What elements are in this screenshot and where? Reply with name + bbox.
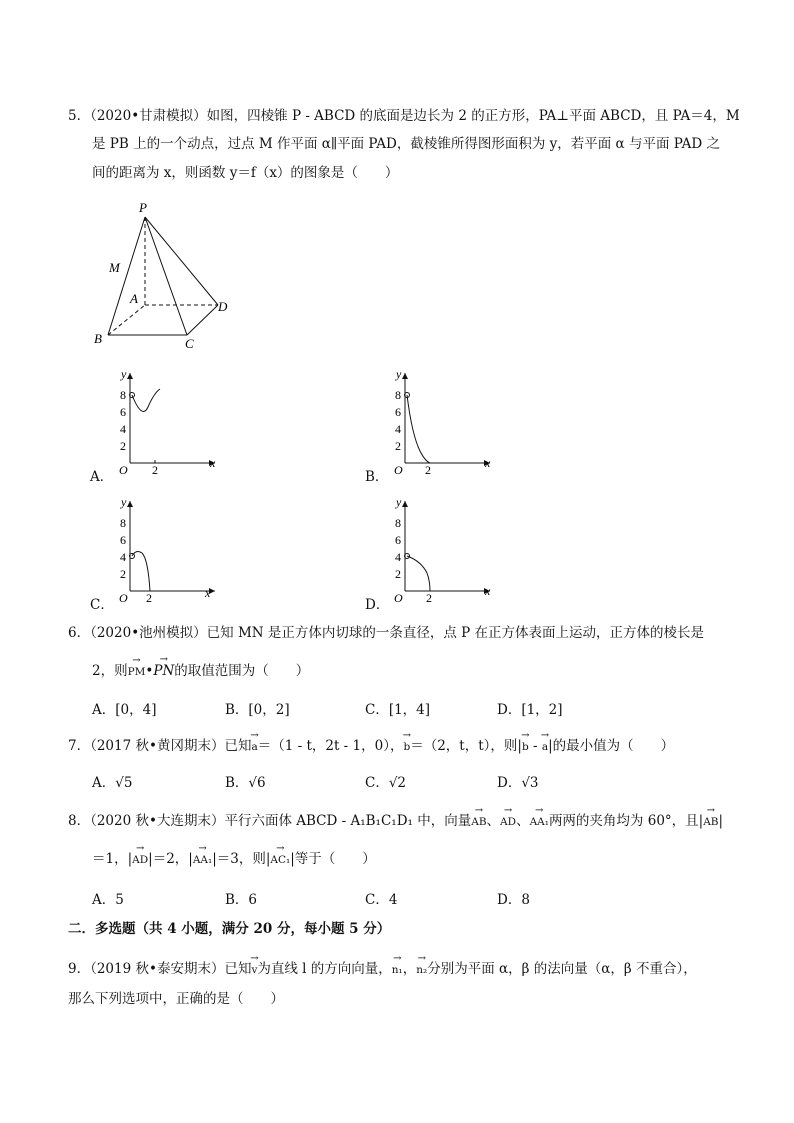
tick-y-4: 4 xyxy=(395,422,401,436)
origin-label: O xyxy=(119,591,128,603)
axis-x-label: x xyxy=(210,456,216,470)
origin-label: O xyxy=(394,463,403,475)
q5-line-1: 5．（2020•甘肃模拟）如图，四棱锥 P - ABCD 的底面是边长为 2 的正方形，PA⊥平面 ABCD，且 PA＝4，M xyxy=(68,108,740,124)
q8-line-2: ＝1，|→ AD|＝2，|→ AA₁|＝3，则|→ AC₁|等于（ ） xyxy=(92,850,376,869)
label-c: C xyxy=(185,336,194,351)
q8-option-d: D．8 xyxy=(497,892,530,908)
tick-x-2: 2 xyxy=(425,463,431,475)
q6-option-d: D．[1，2] xyxy=(497,702,563,718)
tick-y-4: 4 xyxy=(120,550,126,564)
q8-option-a: A．5 xyxy=(92,892,124,908)
tick-y-8: 8 xyxy=(120,516,126,530)
label-d: D xyxy=(218,299,228,314)
q7-option-c: C．√2 xyxy=(365,775,407,791)
q5-line-3: 间的距离为 x，则函数 y＝f（x）的图象是（ ） xyxy=(92,165,399,181)
tick-x-2: 2 xyxy=(152,463,158,475)
q5-line-2: 是 PB 上的一个动点，过点 M 作平面 α∥平面 PAD，截棱锥所得图形面积为 y，若平面 α 与平面 PAD 之 xyxy=(92,136,720,152)
axis-y-label: y xyxy=(396,367,402,381)
q8-line-1: 8．（2020 秋•大连期末）平行六面体 ABCD - A₁B₁C₁D₁ 中，向量→ AB、→ AD、→ AA₁两两的夹角均为 60°，且|→ AB| xyxy=(68,812,723,831)
tick-y-2: 2 xyxy=(395,567,401,581)
tick-y-6: 6 xyxy=(120,405,126,419)
tick-y-4: 4 xyxy=(120,422,126,436)
q5-graph-d xyxy=(385,493,495,603)
q8-option-c: C．4 xyxy=(365,892,398,908)
origin-label: O xyxy=(394,591,403,603)
tick-y-8: 8 xyxy=(120,388,126,402)
tick-y-6: 6 xyxy=(395,533,401,547)
axis-x-label: x xyxy=(205,586,211,600)
axis-y-label: y xyxy=(121,367,127,381)
tick-y-6: 6 xyxy=(120,533,126,547)
axis-x-label: x xyxy=(485,456,491,470)
tick-y-4: 4 xyxy=(395,550,401,564)
origin-label: O xyxy=(119,463,128,475)
q5-graph-a xyxy=(110,365,220,475)
q8-option-b: B．6 xyxy=(225,892,258,908)
q5-option-d-label: D． xyxy=(365,597,390,613)
q6-option-a: A．[0，4] xyxy=(92,702,157,718)
q6-line-2: 2，则→ PM•→ PN的取值范围为（ ） xyxy=(92,662,309,681)
tick-y-8: 8 xyxy=(395,516,401,530)
tick-y-2: 2 xyxy=(395,439,401,453)
tick-y-2: 2 xyxy=(120,439,126,453)
q5-graph-b xyxy=(385,365,495,475)
label-m: M xyxy=(109,260,120,275)
label-b: B xyxy=(94,331,102,346)
q6-option-b: B．[0，2] xyxy=(225,702,290,718)
q5-option-c-label: C． xyxy=(90,597,114,613)
q7-option-b: B．√6 xyxy=(225,775,266,791)
q6-line-1: 6．（2020•池州模拟）已知 MN 是正方体内切球的一条直径，点 P 在正方体表面上运动，正方体的棱长是 xyxy=(68,625,705,641)
q9-line-2: 那么下列选项中，正确的是（ ） xyxy=(68,991,284,1007)
axis-y-label: y xyxy=(121,495,127,509)
q7-option-a: A．√5 xyxy=(92,775,133,791)
tick-y-8: 8 xyxy=(395,388,401,402)
label-a: A xyxy=(130,291,138,306)
pyramid-figure xyxy=(85,195,245,355)
q7-option-d: D．√3 xyxy=(497,775,539,791)
q7-line-1: 7．（2017 秋•黄冈期末）已知→ a＝（1 - t，2t - 1，0），→ b＝（2，t，t），则|→ b - → a|的最小值为（ ） xyxy=(68,737,674,756)
q5-option-b-label: B． xyxy=(365,469,389,485)
axis-y-label: y xyxy=(396,495,402,509)
q9-line-1: 9．（2019 秋•泰安期末）已知→ v为直线 l 的方向向量，→ n₁，→ n₂分别为平面 α，β 的法向量（α，β 不重合）， xyxy=(68,960,697,979)
tick-y-6: 6 xyxy=(395,405,401,419)
axis-x-label: x xyxy=(485,584,491,598)
q5-option-a-label: A． xyxy=(90,469,114,485)
tick-x-2: 2 xyxy=(146,591,152,603)
tick-x-2: 2 xyxy=(426,591,432,603)
label-p: P xyxy=(139,200,147,215)
q6-option-c: C．[1，4] xyxy=(365,702,431,718)
q5-graph-c xyxy=(110,493,220,603)
section-2-title: 二．多选题（共 4 小题，满分 20 分，每小题 5 分） xyxy=(68,921,391,937)
tick-y-2: 2 xyxy=(120,567,126,581)
